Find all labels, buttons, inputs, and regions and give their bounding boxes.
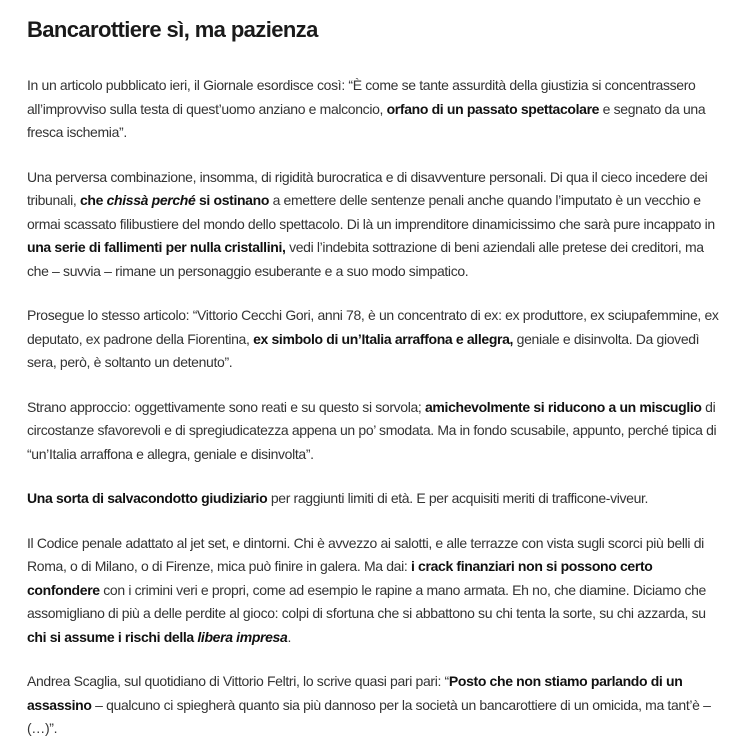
text-run: In un articolo pubblicato ieri, il Giornale esordisce così: “È come se tante assurdità della giustizia si concentrassero all’improvviso sulla testa di quest’uomo anziano e malconcio, [27, 77, 696, 117]
bold-text: orfano di un passato spettacolare [386, 100, 600, 117]
bold-text: ex simbolo di un’Italia arraffona e allegra, [253, 330, 514, 347]
bold-text: chi si assume i rischi della [27, 628, 198, 645]
text-run: . [287, 628, 291, 645]
text-run: vedi l’indebita sottrazione di beni aziendali alle pretese dei creditori, ma che – suvvia – rimane un personaggio esuberante e a suo modo simpatico. [27, 239, 704, 279]
bold-text: si ostinano [195, 192, 270, 208]
bold-text: che [79, 192, 107, 208]
article-title: Bancarottiere sì, ma pazienza [27, 17, 318, 42]
article-paragraph [27, 396, 723, 467]
article-paragraph [27, 74, 723, 145]
emphasis-text: chissà perché [106, 192, 196, 208]
article-paragraph [27, 670, 723, 741]
text-run: di circostanze sfavorevoli e di spregiudicatezza appena un po’ smodata. Ma in fondo scusabile, appunto, perché tipica di “un’Italia arraffona e allegra, geniale e disinvolta”. [27, 398, 717, 462]
article-paragraph [27, 487, 723, 511]
bold-text [107, 192, 196, 208]
bold-text: i crack finanziari non si possono certo confondere [27, 558, 653, 598]
text-run: per raggiunti limiti di età. E per acquisiti meriti di trafficone-viveur. [267, 490, 649, 506]
bold-text: Posto che non stiamo parlando di un assassino [27, 673, 683, 713]
text-run: Andrea Scaglia, sul quotidiano di Vittorio Feltri, lo scrive quasi pari pari: “ [27, 673, 449, 689]
bold-text: una serie di fallimenti per nulla cristallini, [27, 239, 286, 255]
bold-text: amichevolmente si riducono a un miscuglio [425, 398, 702, 415]
article-paragraph [27, 304, 723, 375]
article-paragraph [27, 166, 723, 284]
text-run: Strano approccio: oggettivamente sono reati e su questo si sorvola; [27, 398, 425, 415]
text-run: a emettere delle sentenze penali anche quando l’imputato è un vecchio e ormai scassato filibustiere del mondo dello spettacolo. Di là un imprenditore dinamicissimo che sarà pure incappato in [27, 192, 715, 232]
bold-text [197, 629, 287, 645]
text-run: con i crimini veri e propri, come ad esempio le rapine a mano armata. Eh no, che diamine. Diciamo che assomigliano di più a delle perdite al gioco: colpi di sfortuna che si abbattono su chi tenta la sorte, su chi azzarda, su [27, 581, 706, 621]
text-run: Una perversa combinazione, insomma, di rigidità burocratica e di disavventure personali. Di qua il cieco incedere dei tribunali, [27, 168, 708, 208]
text-run: – qualcuno ci spiegherà quanto sia più dannoso per la società un bancarottiere di un omicida, ma tant’è – (…)”. [27, 696, 711, 736]
text-run: e segnato da una fresca ischemia”. [27, 100, 706, 140]
text-run: Prosegue lo stesso articolo: “Vittorio Cecchi Gori, anni 78, è un concentrato di ex: ex produttore, ex sciupafemmine, ex deputato, ex padrone della Fiorentina, [27, 307, 719, 347]
bold-text: Una sorta di salvacondotto giudiziario [27, 490, 268, 506]
text-run: geniale e disinvolta. Da giovedì sera, però, è soltanto un detenuto”. [27, 330, 700, 370]
text-run: Il Codice penale adattato al jet set, e dintorni. Chi è avvezzo ai salotti, e alle terrazze con vista sugli scorci più belli di Roma, o di Milano, o di Firenze, mica può finire in galera. Ma dai: [27, 534, 704, 574]
article-body [27, 74, 723, 741]
article-paragraph [27, 532, 723, 650]
emphasis-text: libera impresa [197, 628, 288, 645]
